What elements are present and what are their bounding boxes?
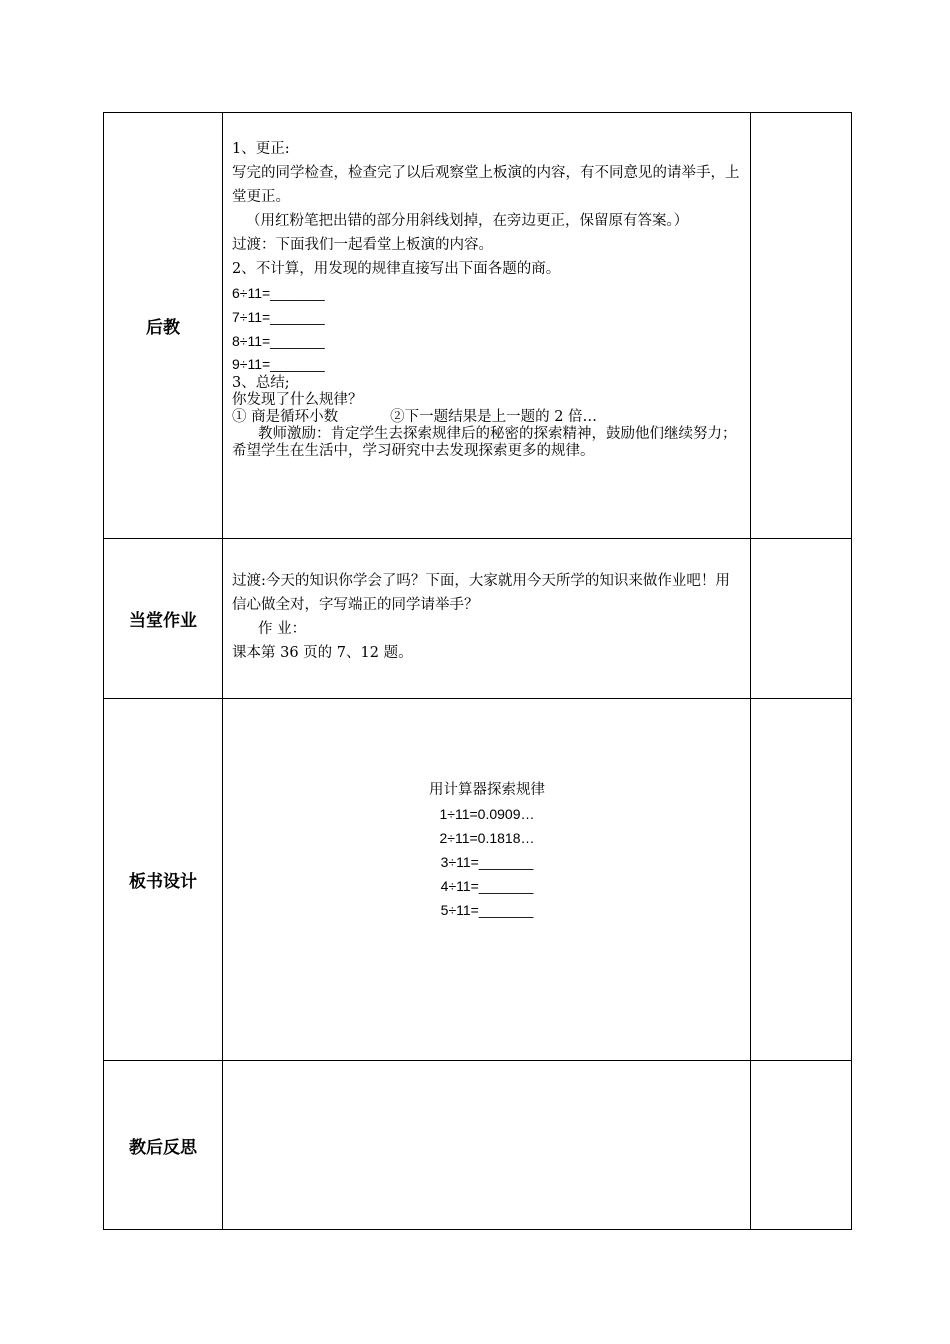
board-title: 用计算器探索规律 xyxy=(429,781,545,798)
board-content xyxy=(223,699,751,1061)
row-label-homework: 当堂作业 xyxy=(104,539,223,699)
text-paragraph: 过渡:今天的知识你学会了吗？下面，大家就用今天所学的知识来做作业吧！用信心做全对，字写端正的同学请举手？ xyxy=(232,573,730,613)
notes-cell xyxy=(751,113,852,539)
board-equation: 4÷11=_______ xyxy=(440,877,534,894)
row-reflection xyxy=(104,1061,852,1230)
equation-line: 9÷11=_______ xyxy=(232,356,325,372)
rule-1: ① 商是循环小数 xyxy=(232,409,339,425)
text-line: 2、不计算，用发现的规律直接写出下面各题的商。 xyxy=(232,261,561,277)
text-line: 过渡：下面我们一起看堂上板演的内容。 xyxy=(232,237,493,253)
text-line: （用红粉笔把出错的部分用斜线划掉，在旁边更正，保留原有答案。） xyxy=(246,213,689,229)
reflection-content xyxy=(223,1061,751,1230)
text-line xyxy=(232,409,742,426)
board-equation: 2÷11=0.1818… xyxy=(439,829,535,846)
houjiao-content xyxy=(223,113,751,539)
notes-cell xyxy=(751,1061,852,1230)
equation-line: 8÷11=_______ xyxy=(232,333,325,349)
text-line: 3、总结; xyxy=(232,375,290,391)
lesson-plan-table xyxy=(103,112,852,1230)
equation-line: 6÷11=_______ xyxy=(232,285,325,301)
notes-cell xyxy=(751,539,852,699)
rule-2: ②下一题结果是上一题的 2 倍… xyxy=(390,409,598,425)
homework-content xyxy=(223,539,751,699)
text-paragraph: 写完的同学检查，检查完了以后观察堂上板演的内容，有不同意见的请举手，上堂更正。 xyxy=(232,165,740,205)
board-equation: 5÷11=_______ xyxy=(440,901,534,918)
row-label-board: 板书设计 xyxy=(104,699,223,1061)
board-equation: 3÷11=_______ xyxy=(440,853,534,870)
text-line: 作 业： xyxy=(258,621,307,637)
equation-line: 7÷11=_______ xyxy=(232,309,325,325)
row-board xyxy=(104,699,852,1061)
row-houjiao xyxy=(104,113,852,539)
row-homework xyxy=(104,539,852,699)
text-line: 课本第 36 页的 7、12 题。 xyxy=(232,645,413,661)
board-equation: 1÷11=0.0909… xyxy=(439,805,535,822)
row-label-houjiao: 后教 xyxy=(104,113,223,539)
text-paragraph: 教师激励：肯定学生去探索规律后的秘密的探索精神，鼓励他们继续努力；希望学生在生活中，学习研究中去发现探索更多的规律。 xyxy=(232,426,737,459)
notes-cell xyxy=(751,699,852,1061)
text-line: 1、更正: xyxy=(232,141,290,157)
row-label-reflection: 教后反思 xyxy=(104,1061,223,1230)
text-line: 你发现了什么规律？ xyxy=(232,392,363,408)
